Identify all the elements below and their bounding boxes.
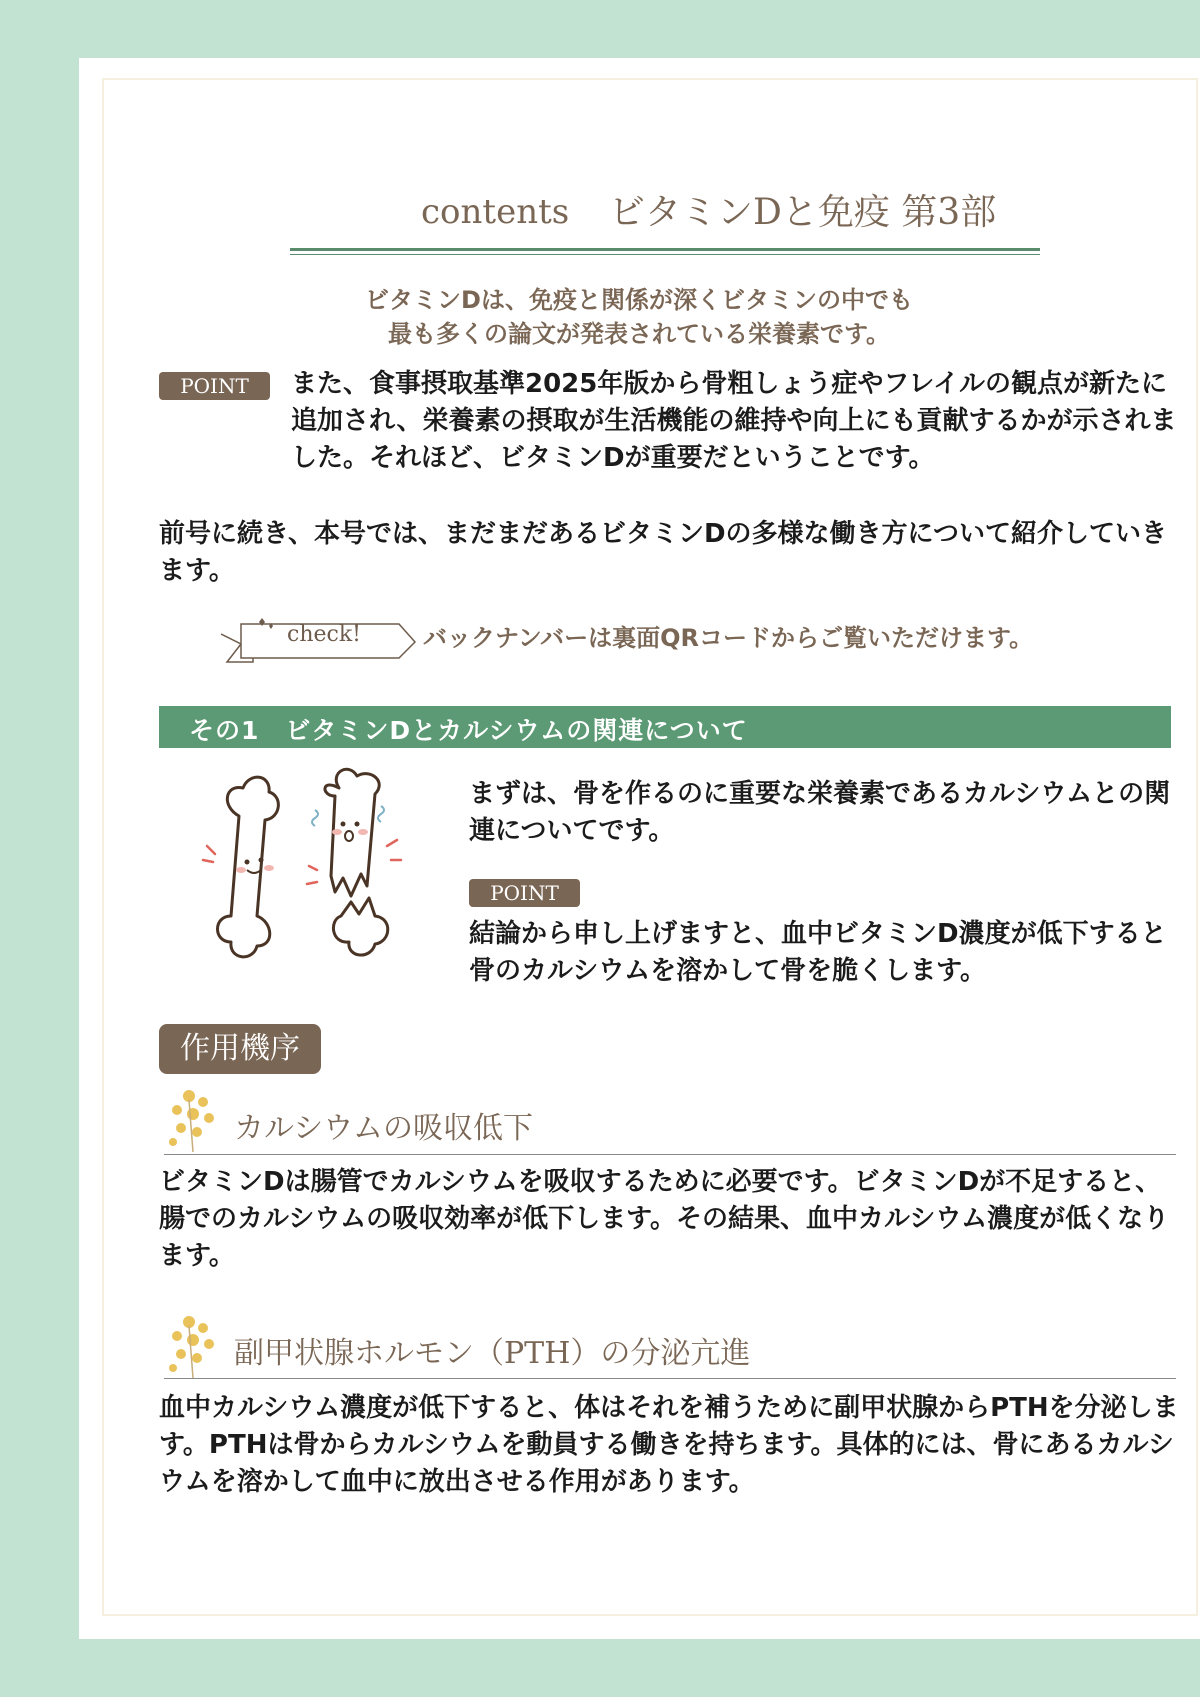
flower-icon [163,1086,223,1156]
contents-label: contents [421,192,570,232]
title-divider [290,248,1040,251]
section-title: その1 ビタミンDとカルシウムの関連について [189,716,748,745]
mechanism-subtitle-2: 副甲状腺ホルモン（PTH）の分泌亢進 [234,1336,751,1371]
section1-point-text: 結論から申し上げますと、血中ビタミンD濃度が低下すると骨のカルシウムを溶かして骨を脆くします。 [469,919,1167,986]
flower-icon [163,1312,223,1382]
mechanism-tag: 作用機序 [159,1024,321,1074]
section1-text: まずは、骨を作るのに重要な栄養素であるカルシウムとの関連についてです。 [469,779,1171,846]
mechanism-body-2: 血中カルシウム濃度が低下すると、体はそれを補うために副甲状腺からPTHを分泌します。PTHは骨からカルシウムを動員する働きを持ちます。具体的には、骨にあるカルシウムを溶かして血中に放出させる作用があります。 [159,1393,1179,1497]
subtitle-divider-1 [164,1154,1176,1155]
intro-text: 前号に続き、本号では、まだまだあるビタミンDの多様な働き方について紹介していきます。 [159,519,1168,586]
page-title [259,182,1059,242]
mechanism-body-1: ビタミンDは腸管でカルシウムを吸収するために必要です。ビタミンDが不足すると、腸でのカルシウムの吸収効率が低下します。その結果、血中カルシウム濃度が低くなります。 [159,1167,1170,1271]
point-tag-2: POINT [469,879,580,907]
mechanism-subtitle-1: カルシウムの吸収低下 [234,1111,533,1146]
bone-characters-illustration [191,766,441,1026]
point-tag: POINT [159,372,270,400]
check-label: check! [287,622,362,647]
title-divider-thin [290,254,1040,255]
check-text: バックナンバーは裏面QRコードからご覧いただけます。 [423,624,1034,652]
lead-line-1: ビタミンDは、免疫と関係が深くビタミンの中でも [365,286,913,314]
lead-line-2: 最も多くの論文が発表されている栄養素です。 [387,320,891,348]
point-text: また、食事摂取基準2025年版から骨粗しょう症やフレイルの観点が新たに追加され、栄養素の摂取が生活機能の維持や向上にも貢献するかが示されました。それほど、ビタミンDが重要だということです。 [291,369,1177,473]
subtitle-divider-2 [164,1378,1176,1379]
page [79,58,1200,1639]
title-main: ビタミンDと免疫 第3部 [609,192,997,233]
